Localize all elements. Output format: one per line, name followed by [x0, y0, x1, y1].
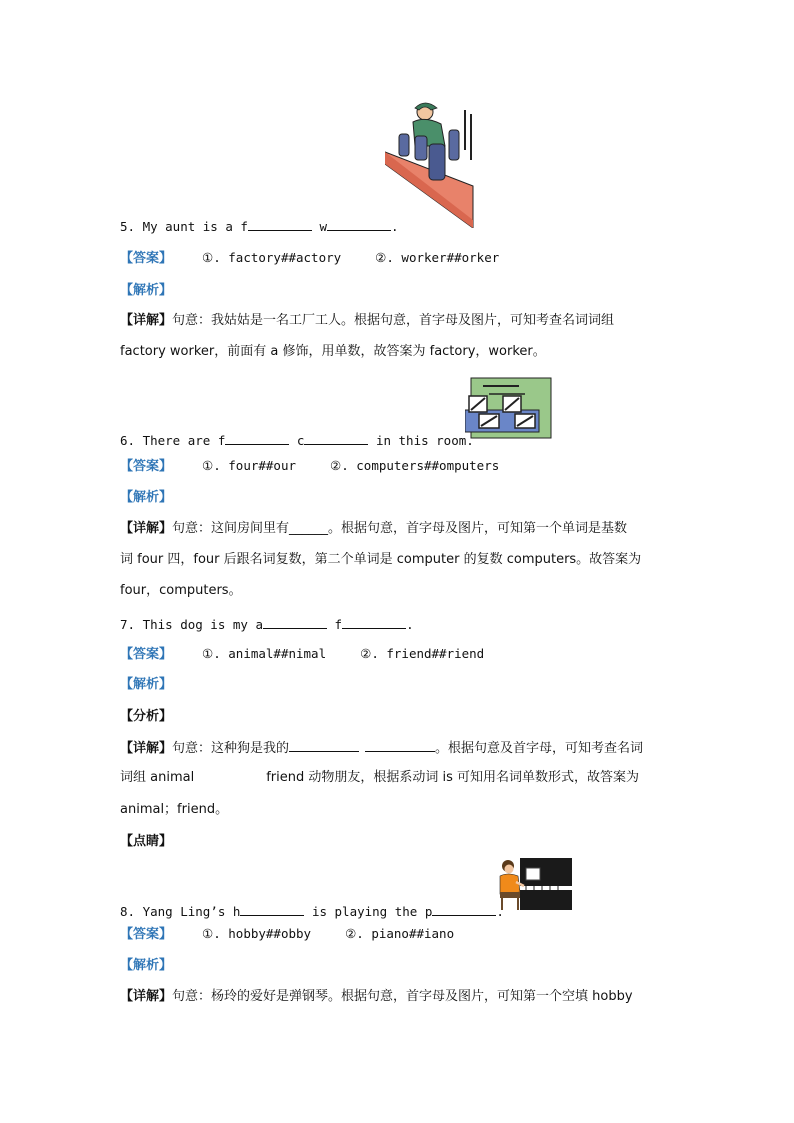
q7-detail-line-2: 词组 animal friend 动物朋友，根据系动词 is 可知用名词单数形式，故答案为 [120, 770, 640, 785]
q6-detail-line-2: 词 four 四，four 后跟名词复数，第二个单词是 computer 的复数 computers。故答案为 [120, 552, 642, 567]
blank-2 [327, 218, 391, 231]
answer-label: 【答案】 [120, 251, 173, 266]
blank-2 [342, 616, 406, 629]
q5-detail-line-2: factory worker，前面有 a 修饰，用单数，故答案为 factory，worker。 [120, 344, 546, 359]
q8-detail-line-1: 【详解】句意：杨玲的爱好是弹钢琴。根据句意，首字母及图片，可知第一个空填 hobby [120, 989, 633, 1004]
question-7: 7. This dog is my a f . [120, 617, 414, 632]
blank-1 [263, 616, 327, 629]
q8-answer-row: 【答案】 ①. hobby##obby ②. piano##iano [120, 926, 455, 942]
q6-analysis-label: 【解析】 [120, 490, 173, 505]
computers-image [465, 376, 553, 440]
blank-2 [432, 903, 496, 916]
q5-detail-line-1: 【详解】句意：我姑姑是一名工厂工人。根据句意，首字母及图片，可知考查名词词组 [120, 313, 615, 328]
q7-analysis-label: 【解析】 [120, 677, 173, 692]
blank-1 [240, 903, 304, 916]
factory-worker-image [385, 100, 475, 228]
answer-label: 【答案】 [120, 459, 173, 474]
q8-analysis-label: 【解析】 [120, 958, 173, 973]
answer-label: 【答案】 [120, 647, 173, 662]
q7-dianjing-label: 【点睛】 [120, 834, 173, 849]
q5-answer-row: 【答案】 ①. factory##actory ②. worker##orker [120, 250, 500, 266]
question-8: 8. Yang Ling’s h is playing the p . [120, 904, 504, 919]
blank-1 [248, 218, 312, 231]
q6-answer-row: 【答案】 ①. four##our ②. computers##omputers [120, 458, 500, 474]
question-6: 6. There are f c in this room. [120, 433, 474, 448]
q7-fenxi-label: 【分析】 [120, 709, 173, 724]
piano-player-image [496, 856, 574, 912]
blank-1 [289, 739, 359, 752]
blank-1 [225, 432, 289, 445]
blank-2 [304, 432, 368, 445]
question-5: 5. My aunt is a f w . [120, 219, 399, 234]
q7-detail-line-3: animal；friend。 [120, 802, 229, 817]
q5-analysis-label: 【解析】 [120, 283, 173, 298]
q7-answer-row: 【答案】 ①. animal##nimal ②. friend##riend [120, 646, 485, 662]
q6-detail-line-3: four，computers。 [120, 583, 242, 598]
blank-2 [365, 739, 435, 752]
answer-label: 【答案】 [120, 927, 173, 942]
q7-detail-line-1: 【详解】句意：这种狗是我的 。根据句意及首字母，可知考查名词 [120, 741, 644, 756]
q6-detail-line-1: 【详解】句意：这间房间里有______。根据句意，首字母及图片，可知第一个单词是基数 [120, 521, 628, 536]
